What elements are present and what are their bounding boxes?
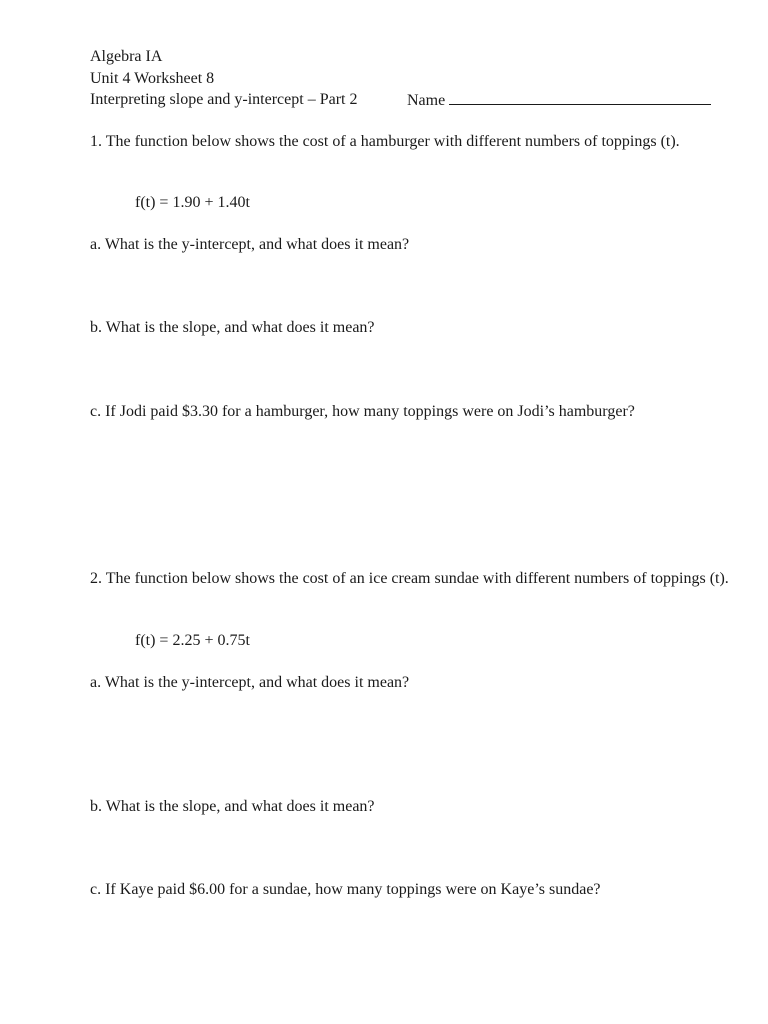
problem-2-question-c: c. If Kaye paid $6.00 for a sundae, how many toppings were on Kaye’s sundae? [90, 881, 601, 898]
course-title: Algebra IA [90, 48, 163, 65]
problem-1-question-b: b. What is the slope, and what does it mean? [90, 319, 375, 336]
topic-title [90, 90, 357, 110]
problem-1-question-a: a. What is the y-intercept, and what does it mean? [90, 236, 410, 253]
name-blank-line[interactable] [449, 90, 711, 105]
problem-1-prompt: 1. The function below shows the cost of a hamburger with different numbers of toppings (t). [90, 133, 680, 150]
problem-1-question-c: c. If Jodi paid $3.30 for a hamburger, how many toppings were on Jodi’s hamburger? [90, 403, 635, 420]
problem-2-function: f(t) = 2.25 + 0.75t [135, 632, 250, 649]
name-field[interactable] [407, 90, 711, 111]
topic-text: Interpreting slope and y-intercept – Part 2 [90, 91, 358, 108]
problem-2-question-b: b. What is the slope, and what does it mean? [90, 798, 375, 815]
worksheet-title: Unit 4 Worksheet 8 [90, 70, 215, 87]
problem-2-question-a: a. What is the y-intercept, and what does it mean? [90, 674, 410, 691]
problem-1-function: f(t) = 1.90 + 1.40t [135, 194, 250, 211]
problem-2-prompt: 2. The function below shows the cost of an ice cream sundae with different numbers of toppings (t). [90, 570, 729, 587]
name-label: Name [407, 92, 446, 109]
